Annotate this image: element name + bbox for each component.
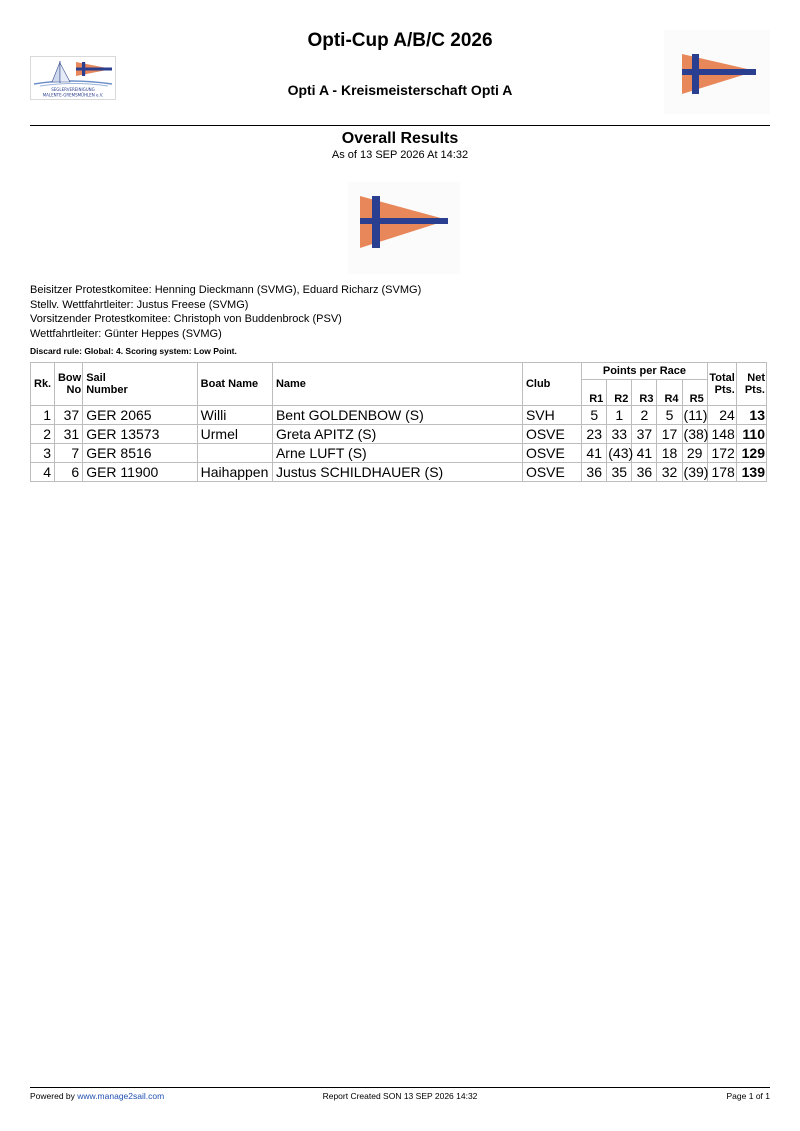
cell-boat: Willi — [197, 406, 272, 425]
header-club: Club — [522, 363, 581, 406]
cell-race: 32 — [657, 463, 682, 482]
table-row — [31, 406, 767, 425]
official-line: Vorsitzender Protestkomitee: Christoph von Buddenbrock (PSV) — [30, 313, 342, 325]
cell-bow: 37 — [55, 406, 83, 425]
header-net-pts: Net Pts. — [736, 363, 766, 406]
cell-race: 5 — [582, 406, 607, 425]
cell-net: 110 — [736, 425, 766, 444]
cell-total: 172 — [707, 444, 736, 463]
cell-total: 24 — [707, 406, 736, 425]
cell-sail: GER 8516 — [83, 444, 197, 463]
cell-race: 5 — [657, 406, 682, 425]
manage2sail-link[interactable]: www.manage2sail.com — [77, 1091, 165, 1101]
official-line: Wettfahrtleiter: Günter Heppes (SVMG) — [30, 327, 222, 340]
cell-race: 18 — [657, 444, 682, 463]
cell-net: 13 — [736, 406, 766, 425]
cell-net: 139 — [736, 463, 766, 482]
results-table — [30, 362, 767, 482]
cell-race: 23 — [582, 425, 607, 444]
cell-race: 33 — [607, 425, 632, 444]
cell-race: (39) — [683, 464, 709, 480]
cell-race: 37 — [632, 425, 657, 444]
cell-race: 29 — [682, 444, 707, 463]
header-total-pts: Total Pts. — [707, 363, 736, 406]
cell-bow: 31 — [55, 425, 83, 444]
cell-total: 148 — [707, 425, 736, 444]
cell-bow: 7 — [55, 444, 83, 463]
cell-rank: 2 — [31, 425, 55, 444]
table-row — [31, 425, 767, 444]
table-row — [31, 444, 767, 463]
cell-rank: 4 — [31, 463, 55, 482]
officials-list — [30, 283, 421, 341]
powered-by-label: Powered by — [30, 1091, 78, 1101]
header-race: R4 — [657, 380, 682, 406]
cell-boat — [197, 444, 272, 463]
cell-rank: 1 — [31, 406, 55, 425]
header-sail-number: Sail Number — [83, 363, 197, 406]
header-rank: Rk. — [31, 363, 55, 406]
header-bow-no: Bow No — [55, 363, 83, 406]
cell-club: OSVE — [522, 444, 581, 463]
footer-report-created: Report Created SON 13 SEP 2026 14:32 — [322, 1091, 478, 1101]
cell-boat: Urmel — [197, 425, 272, 444]
report-title: Overall Results — [341, 130, 459, 147]
cell-boat: Haihappen — [197, 463, 272, 482]
event-title: Opti-Cup A/B/C 2026 — [307, 30, 493, 51]
cell-name: Justus SCHILDHAUER (S) — [272, 463, 522, 482]
header-race: R1 — [582, 380, 607, 406]
cell-total: 178 — [707, 463, 736, 482]
discard-rule: Discard rule: Global: 4. Scoring system: Low Point. — [30, 346, 237, 356]
header-race: R2 — [607, 380, 632, 406]
cell-sail: GER 13573 — [83, 425, 197, 444]
logo-text-line1: SEGLERVEREINIGUNG — [51, 87, 95, 92]
cell-name: Bent GOLDENBOW (S) — [272, 406, 522, 425]
table-row — [31, 463, 767, 482]
header-name: Name — [272, 363, 522, 406]
cell-name: Arne LUFT (S) — [272, 444, 522, 463]
cell-race: 36 — [582, 463, 607, 482]
cell-race: 1 — [607, 406, 632, 425]
event-subtitle: Opti A - Kreismeisterschaft Opti A — [287, 82, 513, 98]
official-line: Stellv. Wettfahrtleiter: Justus Freese (SVMG) — [30, 298, 249, 311]
cell-sail: GER 2065 — [83, 406, 197, 425]
cell-rank: 3 — [31, 444, 55, 463]
footer-page-number: Page 1 of 1 — [726, 1091, 770, 1101]
cell-name: Greta APITZ (S) — [272, 425, 522, 444]
cell-race: (11) — [683, 407, 708, 423]
cell-club: OSVE — [522, 425, 581, 444]
cell-race: 41 — [632, 444, 657, 463]
pennant-flag-icon — [348, 182, 460, 274]
logo-text-line2: MALENTE-GREMSMÜHLEN e.V. — [42, 92, 104, 98]
cell-race: 35 — [607, 463, 632, 482]
cell-race: 36 — [632, 463, 657, 482]
cell-race: 2 — [632, 406, 657, 425]
pennant-flag-icon — [664, 30, 770, 114]
cell-club: OSVE — [522, 463, 581, 482]
cell-race: (38) — [683, 426, 709, 442]
cell-race: 41 — [582, 444, 607, 463]
cell-race: 17 — [657, 425, 682, 444]
header-boat-name: Boat Name — [197, 363, 272, 406]
cell-net: 129 — [736, 444, 766, 463]
footer-divider — [30, 1087, 770, 1088]
header-points-per-race: Points per Race — [582, 363, 708, 380]
cell-club: SVH — [522, 406, 581, 425]
header-race: R3 — [632, 380, 657, 406]
cell-race: (43) — [608, 445, 634, 461]
report-timestamp: As of 13 SEP 2026 At 14:32 — [331, 149, 469, 161]
cell-sail: GER 11900 — [83, 463, 197, 482]
header-divider — [30, 125, 770, 126]
header-race: R5 — [682, 380, 707, 406]
cell-bow: 6 — [55, 463, 83, 482]
official-line: Beisitzer Protestkomitee: Henning Dieckmann (SVMG), Eduard Richarz (SVMG) — [30, 284, 422, 296]
